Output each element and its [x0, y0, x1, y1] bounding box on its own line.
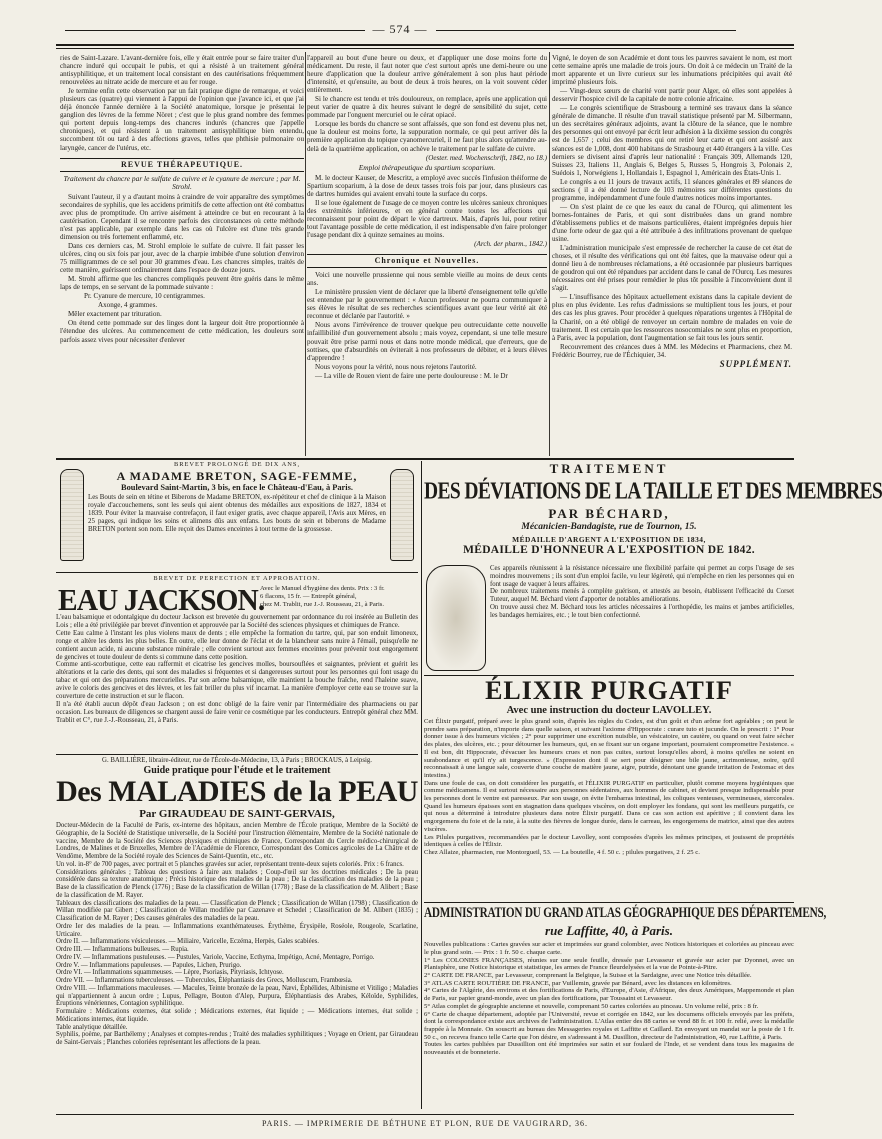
paragraph: Vigné, le doyen de son Académie et dont tous les pauvres savaient le nom, est mort cette semaine après une maladie de trois jours. On doit à ce médecin un Traité de la mort apparente et un livre curieux sur les inhumations précipitées qui avait été imprimé plusieurs fois.: [552, 54, 792, 87]
paragraph: Cet Élixir purgatif, préparé avec le plus grand soin, d'après les règles du Codex, est d'un goût et d'un arôme fort agréables ; on peut le prendre sans préparation, n'importe dans quelle saison, et suivant l'axiome d'Hippocrate : curare tuto et jucunde. On le prescrit : 1° Pour donner issue à des humeurs viciées ; 2° pour supprimer une excrétion nuisible, un vésicatoire, un cautère, ou quand on veut faire sécher des plaies, des ulcères, etc. ; pour détourner les humeurs, qui, en se fixant sur un organe important, pourraient compromettre l'existence. « Il est bon, dit Hippocrate, d'évacuer les humeurs crues et non pas cuites, surtout lorsqu'elles abord, à moins qu'elles ne soient en surabondance et qu'il n'y ait turgescence. » (Expression dont il se sert pour désigner une bile jaune, acrimonieuse, noire, qu'il reconnaissait à une langue sale, couverte d'une couche de matière jaune, aigre, putride, dénotant une grande irritation de l'estomac et des intestins.): [424, 718, 794, 779]
ad-bechard: [424, 461, 882, 671]
section-divider: [56, 458, 794, 460]
paragraph: Il se loue également de l'usage de ce moyen contre les ulcères sanieux chroniques des extrémités inférieures, et en général contre toutes les affections qui reconnaissent pour point de départ le vice dartreux. Mais, d'après lui, pour retirer tout l'avantage possible de cette médication, il est indispensable d'en faire prolonger l'usage pendant dix à quinze semaines au moins.: [307, 198, 547, 239]
ad-author: Par GIRAUDEAU DE SAINT-GERVAIS,: [139, 808, 335, 820]
paragraph: On trouve aussi chez M. Béchard tous les articles nécessaires à l'orthopédie, les mains et jambes artificielles, les bandages herniaires, etc. ; le tout bien confectionné.: [490, 603, 794, 619]
ad-side-line: Avec le Manuel d'hygiène des dents. Prix : 3 fr.: [260, 585, 385, 592]
top-rule: [56, 44, 794, 49]
ad-address: rue Laffitte, 40, à Paris.: [545, 923, 673, 939]
corset-illustration: [426, 565, 486, 671]
paragraph: Ordre Ier des maladies de la peau. — Inflammations exanthémateuses. Érythème, Érysipèle, Roséole, Rougeole, Scarlatine, Urticaire.: [56, 922, 418, 938]
ad-subtitle: Avec une instruction du docteur LAVOLLEY.: [506, 705, 712, 716]
paragraph: 4° Cartes de l'Algérie, des environs et des fortifications de Paris, d'Europe, d'Asie, d'Afrique, des deux Amériques, Mappemonde et plan de Paris, sur papier grand-monde, avec un plan des fortifications, par Toussaint et Levasseur.: [424, 987, 794, 1003]
ad-medal-line: MÉDAILLE D'ARGENT A L'EXPOSITION DE 1834,: [512, 534, 706, 544]
ad-side-line: chez M. Trablit, rue J.-J. Rousseau, 21, à Paris.: [260, 601, 384, 608]
column-separator: [549, 52, 550, 456]
ad-text: [490, 565, 794, 620]
paragraph: Ordre VIII. — Inflammations maculeuses. — Macules, Teinte bronzée de la peau, Nævi, Éphélides, Albinisme et Vitiligo ; Maladies qui n'appartiennent à aucun ordre ; Lupus, Pellagre, Bouton d'Alep, Purpura, Éléphantiasis des Arabes, Kéloïde, Syphilides, Éruptions vénériennes, Contagion syphilitique.: [56, 984, 418, 1008]
paragraph: Je termine enfin cette observation par un fait pratique digne de remarque, et voici plusieurs cas (quatre) qui viennent à l'appui de l'opinion que j'avance ici, et que j'ai déjà énoncée l'année dernière à la Société anatomique, lorsque je présentai le ganglion des lèvres de la femme Nöret ; c'est que le plus grand nombre des femmes qui portent depuis long-temps des chancres indurés (chancres que j'appelle chroniques), et qui résistent à un traitement antisyphilitique bien entendu, succombent tôt ou tard à des affections graves, telles que phthisie pulmonaire ou laryngée, cancer de l'utérus, etc.: [60, 87, 304, 152]
paragraph: 6° Carte de chaque département, adoptée par l'Université, revue et corrigée en 1842, sur les documens officiels envoyés par les préfets, dont la correspondance existe aux archives de l'administration. L'Atlas entier des 88 cartes se vend 88 fr. et 100 fr. relié, avec la médaille frappée à la Monnaie. On souscrit au bureau des Messageries royales et Laffitte et Caillard. En envoyant un mandat sur la poste de 1 fr. 50 c., on recevra franco telle Carte que l'on désire, en s'adressant à M. Dusillion, directeur de l'administration, 40, rue Laffitte, à Paris.: [424, 1010, 794, 1041]
ad-title: ADMINISTRATION DU GRAND ATLAS GÉOGRAPHIQUE DES DÉPARTEMENS,: [424, 904, 827, 921]
paragraph: 5° Atlas complet de géographie ancienne et nouvelle, comprenant 50 cartes coloriées au pinceau. Un volume relié, prix : 8 fr.: [424, 1002, 759, 1010]
formula-line: Axonge, 4 grammes.: [98, 301, 158, 310]
ad-text: [424, 941, 794, 1057]
paragraph: 3° ATLAS CARTE ROUTIÈRE DE FRANCE, par Vuillemin, gravée par Bénard, avec les distances en kilomètres.: [424, 979, 732, 987]
formula-line: Mêler exactement par trituration.: [68, 310, 162, 319]
ad-maladies-peau: [56, 757, 418, 1109]
ad-kicker: Guide pratique pour l'étude et le traitement: [143, 765, 331, 776]
paragraph: Un vol. in-8° de 700 pages, avec portrait et 5 planches gravées sur acier, représentant trente-deux sujets coloriés. Prix : 6 francs.: [56, 860, 404, 868]
section-heading-revue: REVUE THÉRAPEUTIQUE.: [60, 158, 304, 172]
ad-brevet-line: BREVET PROLONGÉ DE DIX ANS,: [173, 461, 301, 468]
ad-breton: [56, 461, 418, 569]
paragraph: Nous voyons pour la vérité, nous nous rejetons l'autorité.: [315, 362, 477, 371]
paragraph: L'eau balsamique et odontalgique du docteur Jackson est brevetée du gouvernement par ordonnance du roi insérée au Bulletin des Lois ; elle a été privilégiée par brevet d'invention et approuvée par la Société des sciences physiques et chimiques de France.: [56, 614, 418, 629]
paragraph: Tableaux des classifications des maladies de la peau. — Classification de Plenck ; Classification de Willan (1798) ; Classification de Willan modifiée par Gibert ; Classification de Willan modifiée par Cazenave et Schedel ; Classification de M. Alibert (1835) ; Classification de M. Rayer ; Des causes générales des maladies de la peau.: [56, 899, 418, 922]
paragraph: Suivant l'auteur, il y a d'autant moins à craindre de voir apparaître des symptômes secondaires de syphilis, que les accidens primitifs de cette affection ont été combattus avec plus de promptitude. On arrive aisément à atteindre ce but en recourant à la cautérisation. Cependant il se rencontre parfois des circonstances où cette méthode n'est pas applicable, par exemple dans les cas où l'ulcère est d'une très grande dimension ou très fortement enflammé, etc.: [60, 192, 304, 241]
ad-divider: [56, 572, 418, 573]
paragraph: M. le docteur Kauser, de Mescritz, a employé avec succès l'infusion théiforme de Spartium scoparium, à la dose de deux tasses trois fois par jour, dans plusieurs cas de dartres humides qui avaient envahi toute la surface du corps.: [307, 173, 547, 198]
paragraph: — La ville de Rouen vient de faire une perte douloureuse : M. le Dr: [315, 371, 508, 380]
printer-footer: PARIS. — IMPRIMERIE DE BÉTHUNE ET PLON, RUE DE VAUGIRARD, 36.: [56, 1114, 794, 1128]
formula-line: Pr. Cyanure de mercure, 10 centigrammes.: [84, 292, 205, 301]
ad-name: PAR BÉCHARD,: [548, 505, 670, 521]
column-1: [60, 54, 304, 456]
paragraph: Ordre V. — Inflammations papuleuses. — Papules, Lichen, Prurigo.: [56, 961, 242, 969]
paragraph: — L'insuffisance des hôpitaux actuellement existans dans la capitale devient de plus en plus évidente. Les refus d'admissions se multiplient tous les jours, et pour des cas les plus graves. Pour procéder à quelques réparations urgentes à l'Hôpital de la Charité, on a été obligé de renvoyer un certain nombre de malades en voie de traitement. Il est certain que les ressources nosocomiales ne sont plus en proportion, à Paris, avec la population, dont l'augmentation se fait tous les jours sentir.: [552, 293, 792, 342]
ad-address: Boulevard Saint-Martin, 3 bis, en face le Château-d'Eau, à Paris.: [121, 483, 353, 492]
ad-text: [424, 718, 794, 857]
ad-text: [56, 822, 418, 1047]
ad-grand-atlas: [424, 904, 827, 1109]
paragraph: Cette Eau calme à l'instant les plus violens maux de dents ; elle empêche la formation du tartre, qui, par son enduit limoneux, ronge et altère les dents les plus belles. En outre, elle leur donne de l'éclat et de la blancheur sans nuire à l'émail, puisqu'elle ne contient aucun acide, ni aucune substance minérale ; elle convient surtout aux femmes enceintes pour prévenir tout engorgement de gencives et toute douleur de dents si commune dans cette position.: [56, 629, 418, 661]
ad-title: DES DÉVIATIONS DE LA TAILLE ET DES MEMBRES: [424, 478, 882, 505]
ad-medal-line: MÉDAILLE D'HONNEUR A L'EXPOSITION DE 1842.: [463, 543, 755, 556]
ad-brevet-line: BREVET DE PERFECTION ET APPROBATION.: [153, 575, 321, 582]
paragraph: — Vingt-deux sœurs de charité vont partir pour Alger, où elles sont appelées à desservir l'hospice civil de la capitale de notre colonie africaine.: [552, 87, 792, 104]
paragraph: Table analytique détaillée.: [56, 1023, 128, 1031]
article-subheading: Emploi thérapeutique du spartium scoparium.: [358, 162, 496, 172]
paragraph: Ordre III. — Inflammations bulleuses. — Rupia.: [56, 946, 189, 953]
bottle-illustration: [390, 469, 414, 561]
paragraph: Il n'a été établi aucun dépôt d'eau Jackson ; on est donc obligé de la faire venir par l'intermédiaire des pharmaciens ou par occasion. Les bureaux de diligences se chargent aussi de faire venir ce cosmétique par les conducteurs. Entrepôt général chez MM. Trablit et C°, rue J.-J.-Rousseau, 21, à Paris.: [56, 700, 418, 724]
paragraph: M. Strohl affirme que les chancres compliqués peuvent être guéris dans le même laps de temps, en se servant de la pommade suivante :: [60, 275, 304, 292]
paragraph: ries de Saint-Lazare. L'avant-dernière fois, elle y était entrée pour se faire traiter d'un chancre induré qui occupait le pubis, et qui a résisté à un traitement général antisyphilitique, et un traitement local consistant en des cautérisations fréquemment renouvelées au nitrate acide de mercure et au fer rouge.: [60, 54, 304, 87]
column-2: [307, 54, 547, 456]
paragraph: 1° Les COLONIES FRANÇAISES, réunies sur une seule feuille, dressée par Levasseur et gravée sur acier par Dyonnet, avec un Planisphère, une Notice historique et statistique, les armes de France fleurdelysées et la vue de Pointe-à-Pitre.: [424, 956, 794, 972]
paragraph: Le congrès a eu 11 jours de travaux actifs, 11 séances générales et 89 séances de sections ( il a été donné lecture de 103 mémoires sur différentes questions du programme, indépendamment d'une foule d'autres notices moins importantes.: [552, 177, 792, 202]
column-separator: [305, 52, 306, 456]
paragraph: Recouvrement des créances dues à MM. les Médecins et Pharmaciens, chez M. Frédéric Bourrey, rue de l'Échiquier, 34.: [552, 342, 792, 359]
paragraph: l'appareil au bout d'une heure ou deux, et d'appliquer une dose moins forte du médicament. Du reste, il faut noter que c'est surtout après une demi-heure ou une heure d'application que la douleur arrive généralement à son plus haut période d'intensité, et qu'ensuite, au bout de deux à trois heures, on la voit souvent céder entièrement.: [307, 54, 547, 95]
paragraph: Ordre VII. — Inflammations tuberculeuses. — Tubercules, Éléphantiasis des Grecs, Molluscum, Frambœsia.: [56, 977, 353, 984]
paragraph: 2° CARTE DE FRANCE, par Levasseur, comprenant la Belgique, la Suisse et la Sardaigne, avec une Notice très détaillée.: [424, 972, 752, 980]
paragraph: Ces appareils réunissent à la résistance nécessaire une flexibilité parfaite qui permet au corps l'usage de ses moindres mouvemens ; ils sont d'un emploi facile, vu leur légèreté, qui n'empêche en rien les personnes qui en font usage de vaquer à leurs affaires.: [490, 565, 794, 588]
ad-text: [56, 614, 418, 725]
ad-title: Des MALADIES de la PEAU: [56, 775, 418, 808]
ad-kicker: TRAITEMENT: [549, 461, 669, 476]
bottle-illustration: [60, 469, 84, 561]
paragraph: Comme anti-scorbutique, cette eau raffermit et cicatrise les gencives molles, boursouflées et saignantes, prévient et guérit les altérations et la carie des dents, qui sont des maladies si fréquentes et si dangereuses surtout pour les personnes qui font usage du tabac et qui ont des préparations mercurielles. Par son arôme balsamique, elle maintient la bouche fraîche, rend l'haleine suave, avive le coloris des gencives et des lèvres, et les fait briller du plus vif incarnat. La manière d'employer cette eau se trouve sur la couverture de cette instruction et sur le flacon.: [56, 661, 418, 701]
section-heading-chronique: Chronique et Nouvelles.: [307, 254, 547, 268]
ad-eau-jackson: [56, 575, 418, 751]
paragraph: L'administration municipale s'est empressée de rechercher la cause de cet état de choses, et il résulte des vérifications qui ont été faites, que la mauvaise odeur qui a donné lieu à de nombreuses réclamations, a été occasionnée par plusieurs barriques de goudron qui ont été répandues par accident dans le canal de l'Ourcq. Les mesures nécessaires ont été prises pour remédier le plus tôt possible à l'inconvénient dont il s'agit.: [552, 244, 792, 293]
ad-side-text: [260, 585, 418, 609]
paragraph: Syphilis, poème, par Barthélemy ; Analyses et comptes-rendus ; Traité des maladies syphilitiques ; Voyage en Orient, par Giraudeau de Saint-Gervais ; Planches coloriées représentant les affections de la peau.: [56, 1031, 418, 1046]
paragraph: Docteur-Médecin de la Faculté de Paris, ex-interne des hôpitaux, ancien Membre de l'École pratique, Membre de la Société de Géographie, de la Société de Statistique universelle, de la Société pour l'instruction élémentaire, Membre de la Société nationale de vaccine, Membre de la Société des Sciences physiques et chimiques de France, Correspondant du Cercle médico-chirurgical de Londres, de Malines et de Bruxelles, Membre de l'Académie de Florence, Correspondant des Comices agricoles de La Châtre et de Vendôme, Membre de la Société royale des Sciences de Saint-Quentin, etc., etc.: [56, 822, 418, 860]
column-3: [552, 54, 792, 456]
ad-title: ÉLIXIR PURGATIF: [485, 676, 733, 705]
paragraph: De nombreux traitemens menés à complète guérison, et attestés au besoin, établissent l'efficacité du Corset Tuteur, auquel M. Béchard vient d'apporter de notables améliorations.: [490, 588, 794, 604]
paragraph: Nous avons l'irrévérence de trouver quelque peu outrecuidante cette nouvelle infaillibilité d'un gouvernement absolu ; mais voyez, cependant, si une telle mesure pouvait être prise parmi nous et dans notre monde médical, que d'erreurs, que de sottises, que d'absurdités on éviterait à nos professeurs de débiter, et à leurs élèves d'apprendre !: [307, 321, 547, 362]
source-citation: (Oester. med. Wochenschrift, 1842, no 18.): [425, 153, 547, 162]
page-number: — 574 —: [0, 22, 800, 37]
paragraph: Dans ces derniers cas, M. Strohl emploie le sulfate de cuivre. Il fait passer les ulcères, cinq ou six fois par jour, avec de la charpie imbibée d'une solution d'environ 75 milligrammes de ce sel pour 30 grammes d'eau. Les chancres simples, traités de cette manière, guérissent ordinairement dans l'espace de douze jours.: [60, 241, 304, 275]
paragraph: Considérations générales ; Tableau des questions à faire aux malades ; Coup-d'œil sur les doctrines médicales ; De la peau considérée dans sa texture anatomique ; Précis historique des maladies de la peau ; De la classification des maladies de la peau ; Base de la classification de Plenck (1776) ; Base de la classification de Willan (1778) ; Base de la classification de M. Alibert ; Base de la classification de M. Rayer.: [56, 868, 418, 899]
ad-breton-body: [88, 461, 386, 534]
paragraph: — On s'est plaint de ce que les eaux du canal de l'Ourcq, qui alimentent les bornes-fontaines de Paris, et qui sont distribuées dans un grand nombre d'établissemens publics et de maisons particulières, étaient imprégnées depuis hier d'une forte odeur de gaz qui a été attribuée à des infiltrations provenant de quelque usine.: [552, 202, 792, 244]
ad-publisher: G. BAILLIÈRE, libraire-éditeur, rue de l'École-de-Médecine, 13, à Paris ; BROCKAUS, à Leipsig.: [102, 757, 372, 764]
paragraph: Formulaire : Médications externes, état solide ; Médications externes, état liquide ; — Médications internes, état solide ; Médications internes, état liquide.: [56, 1008, 418, 1023]
ad-side-line: 6 flacons, 15 fr. — Entrepôt général,: [260, 593, 357, 600]
article-subheading: Traitement du chancre par le sulfate de cuivre et le cyanure de mercure ; par M. Strohl.: [63, 173, 301, 191]
paragraph: Le ministère prussien vient de déclarer que la liberté d'enseignement telle qu'elle est entendue par le gouvernement : « Aucun professeur ne pourra communiquer à ses élèves le résultat de ses recherches scientifiques avant que leur vérité ait été reconnue et déclarée par l'autorité. »: [307, 288, 547, 321]
paragraph: Ordre II. — Inflammations vésiculeuses. — Miliaire, Varicelle, Eczéma, Herpès, Gales scabiées.: [56, 938, 319, 946]
ad-title: EAU JACKSON.: [58, 582, 265, 617]
paragraph: Lorsque les bords du chancre se sont affaissés, que son fond est devenu plus net, que la douleur est moins forte, la suppuration normale, ce qui peut arriver dès la première application du topique cyanomercuriel, il ne faut plus alors qu'attendre au-delà de la quatrième application, on achève le traitement par le sulfate de cuivre.: [307, 120, 547, 153]
paragraph: Toutes les cartes publiées par Dussillion ont été imprimées sur satin et sur foulard de l'Inde, et se vendent dans tous les magasins de nouveautés et de bonneterie.: [424, 1041, 794, 1057]
paragraph: Ordre VI. — Inflammations squammeuses. — Lèpre, Psoriasis, Pityriasis, Ichtyose.: [56, 969, 284, 977]
ad-divider: [424, 902, 794, 903]
supplement-label: SUPPLÉMENT.: [719, 358, 792, 369]
source-citation: (Arch. der pharm., 1842.): [474, 240, 547, 249]
paragraph: Voici une nouvelle prussienne qui nous semble vieille au moins de deux cents ans.: [307, 271, 547, 288]
paragraph: Si le chancre est tendu et très douloureux, on remplace, après une application qui peut varier de quatre à dix heures suivant le degré de sensibilité du sujet, cette pommade par l'onguent mercuriel ou le cérat opiacé.: [307, 95, 547, 120]
ads-column-separator: [421, 461, 422, 1109]
ad-title: A MADAME BRETON, SAGE-FEMME,: [116, 469, 358, 483]
paragraph: Ordre IV. — Inflammations pustuleuses. — Pustules, Variole, Vaccine, Ecthyma, Impétigo, Acné, Mentagre, Porrigo.: [56, 953, 375, 961]
paragraph: Les Pilules purgatives, recommandées par le docteur Lavolley, sont composées d'après les mêmes principes, et jouissent de propriétés identiques à celles de l'Élixir.: [424, 833, 794, 849]
paragraph: — Le congrès scientifique de Strasbourg a terminé ses travaux dans la séance générale de dimanche. Il résulte d'un travail statistique présenté par M. Silbermann, un des secrétaires généraux adjoints, avant la clôture de la séance, que le nombre des personnes qui ont envoyé par écrit leur adhésion à la dixième session du congrès est de 1,657 ; celui des membres qui ont retiré leur carte et qui ont assisté aux séances est de 1,008, dont 400 habitans de Strasbourg et 440 étrangers à la ville. Ces derniers se divisent ainsi d'après leur nationalité : Français 309, Allemands 120, Suisses 23, Italiens 11, Anglais 6, Belges 5, Russes 5, Hongrois 3, Polonais 2, Suédois 1, Norwégiens 1, Hollandais 1, Espagnol 1, Américain des États-Unis 1.: [552, 104, 792, 177]
ad-text: Les Bouts de sein en tétine et Biberons de Madame BRETON, ex-répétiteur et chef de clinique à la Maison royale d'accouchemens, sont les seuls qui aient obtenus des médailles aux expositions de 1827, 1834 et 1839. Pour éviter la mauvaise contrefaçon, il faut exiger gratis, avec chaque appareil, l'Avis aux Mères, en 25 pages, qui indique les soins et alimens dûs aux enfans. Les bouts de sein et biberons de Madame BRETON portent son nom. Elle reçoit des Dames enceintes à tout terme de la grossesse.: [88, 494, 386, 533]
paragraph: On étend cette pommade sur des linges dont la largeur doit être proportionnée à l'étendue des ulcères. Au commencement de cette médication, les douleurs sont parfois assez vives pour nécessiter d'enlever: [60, 319, 304, 344]
paragraph: Chez Allaize, pharmacien, rue Montorgueil, 53. — La bouteille, 4 f. 50 c. ; pilules purgatives, 2 f. 25 c.: [424, 848, 700, 856]
ad-divider: [56, 754, 418, 755]
page-number-value: 574: [389, 22, 411, 36]
ad-elixir-purgatif: [424, 678, 794, 900]
paragraph: Nouvelles publications : Cartes gravées sur acier et imprimées sur grand colombier, avec Notices historiques et coloriées au pinceau avec le plus grand soin. — Prix : 1 fr. 50 c. chaque carte.: [424, 941, 794, 956]
ad-address: Mécanicien-Bandagiste, rue de Tournon, 15.: [521, 521, 697, 532]
paragraph: Dans une foule de cas, on doit considérer les purgatifs, et l'ÉLIXIR PURGATIF en particulier, plutôt comme moyens hygiéniques que comme médicamens. Il est surtout nécessaire aux personnes sédentaires, aux hommes de cabinet, et devient presque indispensable pour les personnes dont le ventre est paresseux. Par son usage, on évite l'embarras intestinal, les coliques venteuses, vermineuses, stercorales. Quand les humeurs épaisses sont en stagnation dans quelques viscères, on doit employer les fondans, qui sont les meilleurs purgatifs, ce qui nous a déterminé à introduire plusieurs dans notre Élixir purgatif. Dans ce cas son action est apéritive ; il convient dans les engorgemens du foie et de la rate, à la suite des fièvres de longue durée, dans le carreau, les engorgemens de matrice, ainsi que des autres viscères.: [424, 779, 794, 833]
